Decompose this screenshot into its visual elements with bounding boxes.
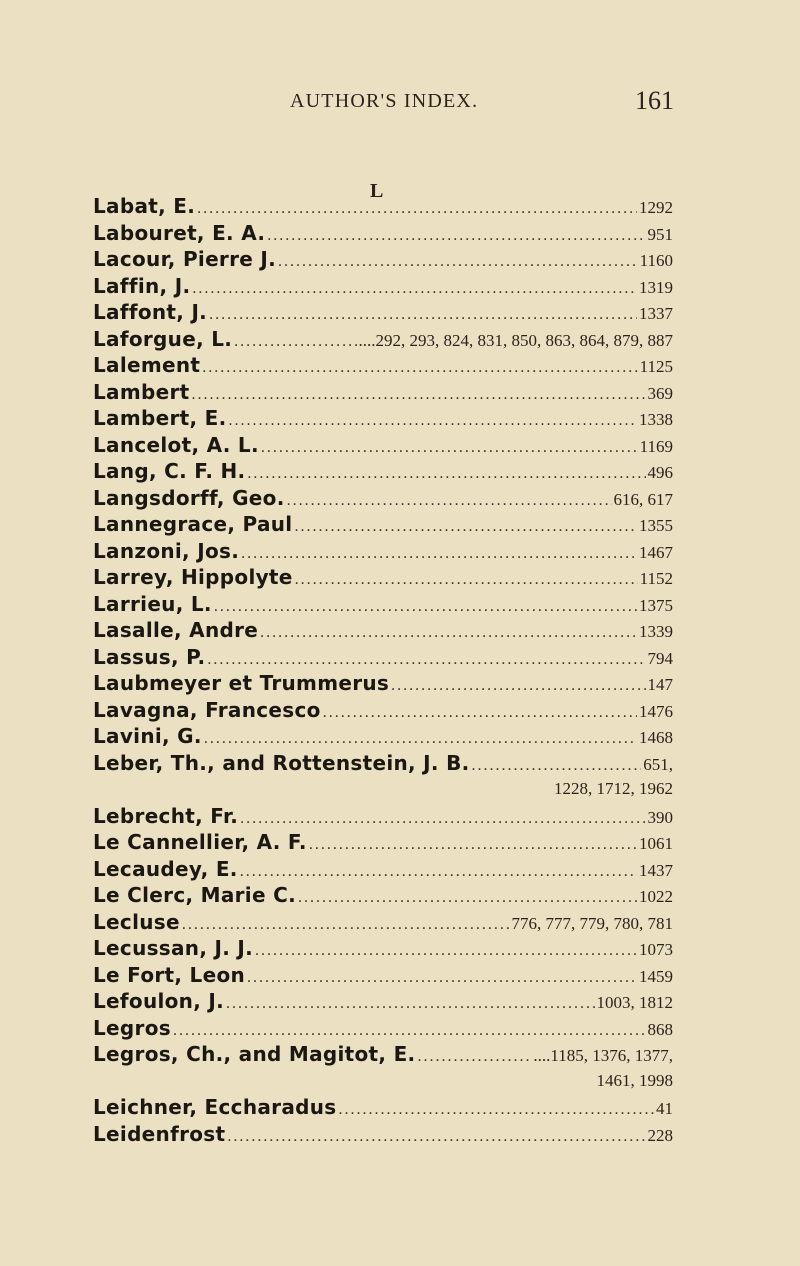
dot-leader xyxy=(287,488,612,512)
index-line xyxy=(93,220,673,247)
index-entry xyxy=(93,697,673,724)
index-entry xyxy=(93,962,673,989)
index-entry xyxy=(93,405,673,432)
dot-leader xyxy=(240,859,637,883)
page-references: 776, 777, 779, 780, 781 xyxy=(511,913,673,933)
index-line xyxy=(93,882,673,909)
author-name: Lecaudey, E. xyxy=(93,856,238,881)
dot-leader xyxy=(260,620,637,644)
page-references: 1476 xyxy=(639,701,673,721)
index-line xyxy=(93,299,673,326)
author-name: Larrieu, L. xyxy=(93,591,212,616)
dot-leader xyxy=(240,806,645,830)
author-name: Lang, C. F. H. xyxy=(93,459,246,483)
dot-leader xyxy=(192,382,646,406)
index-line xyxy=(93,246,673,273)
page-references: 1339 xyxy=(639,622,673,641)
index-entry xyxy=(93,193,673,220)
index-entry xyxy=(93,909,673,936)
index-entry xyxy=(93,856,673,883)
index-entry xyxy=(93,723,673,750)
author-name: Laforgue, L. xyxy=(93,326,233,351)
page-references: 1459 xyxy=(639,966,673,986)
index-line xyxy=(93,564,673,591)
author-name: Lalement xyxy=(93,353,201,377)
author-name: Lassus, P. xyxy=(93,644,206,669)
page-references: 1375 xyxy=(639,595,673,615)
index-entry xyxy=(93,829,673,856)
page-references: 1338 xyxy=(639,410,673,429)
author-name: Legros, Ch., and Magitot, E. xyxy=(93,1042,416,1066)
index-entry xyxy=(93,670,673,697)
index-entry xyxy=(93,750,673,803)
dot-leader xyxy=(241,541,637,565)
author-name: Leidenfrost xyxy=(93,1121,226,1146)
page-references: ....292, 293, 824, 831, 850, 863, 864, 879, 887 xyxy=(358,330,673,350)
page-references: 1125 xyxy=(639,357,673,376)
dot-leader xyxy=(202,355,637,379)
author-name: Lebrecht, Fr. xyxy=(93,803,239,828)
author-name: Lancelot, A. L. xyxy=(93,432,259,457)
page-references: 41 xyxy=(656,1099,673,1118)
index-line xyxy=(93,405,673,432)
dot-leader xyxy=(472,753,642,777)
dot-leader xyxy=(338,1097,654,1121)
page-references: 1003, 1812 xyxy=(596,993,673,1012)
author-name: Lavagna, Francesco xyxy=(93,697,321,722)
index-entry xyxy=(93,458,673,485)
author-name: Langsdorff, Geo. xyxy=(93,485,285,510)
index-line xyxy=(93,352,673,379)
index-line xyxy=(93,1015,673,1042)
index-line xyxy=(93,379,673,406)
index-line xyxy=(93,432,673,459)
index-line xyxy=(93,1121,673,1148)
index-line xyxy=(93,511,673,538)
index-entry xyxy=(93,379,673,406)
index-line xyxy=(93,962,673,989)
section-letter: L xyxy=(370,180,384,202)
dot-leader xyxy=(209,302,637,326)
author-name: Legros xyxy=(93,1015,171,1040)
author-name: Le Cannellier, A. F. xyxy=(93,830,307,854)
page-references: 147 xyxy=(647,675,673,694)
page-references: 390 xyxy=(647,807,673,827)
index-line xyxy=(93,935,673,962)
index-entry xyxy=(93,564,673,591)
dot-leader xyxy=(294,514,637,538)
author-name: Lasalle, Andre xyxy=(93,618,259,642)
author-name: Lecussan, J. J. xyxy=(93,936,254,960)
page-references: 1467 xyxy=(639,542,673,562)
index-entry xyxy=(93,326,673,353)
dot-leader xyxy=(229,408,637,432)
index-entry xyxy=(93,1015,673,1042)
page-references: 1355 xyxy=(639,516,673,535)
index-line xyxy=(93,617,673,644)
author-name: Le Fort, Leon xyxy=(93,962,246,987)
dot-leader xyxy=(247,965,637,989)
page-references: 369 xyxy=(647,383,673,403)
index-line xyxy=(93,591,673,618)
index-entry xyxy=(93,617,673,644)
author-name: Larrey, Hippolyte xyxy=(93,565,293,589)
index-line xyxy=(93,644,673,671)
page-references: 1468 xyxy=(639,728,673,747)
dot-leader xyxy=(267,223,645,247)
dot-leader xyxy=(323,700,637,724)
index-entry xyxy=(93,803,673,830)
page-references: 1152 xyxy=(639,569,673,588)
index-entry xyxy=(93,246,673,273)
page-references: 868 xyxy=(647,1019,673,1039)
index-line xyxy=(93,803,673,830)
author-name: Lavini, G. xyxy=(93,724,202,748)
page-references: ....1185, 1376, 1377, xyxy=(533,1046,673,1065)
dot-leader xyxy=(204,726,637,750)
running-title: AUTHOR'S INDEX. xyxy=(290,90,479,112)
index-entry xyxy=(93,1121,673,1148)
index-line xyxy=(93,988,673,1015)
index-line xyxy=(93,1094,673,1121)
index-line xyxy=(93,326,673,353)
page-references-continued: 1461, 1998 xyxy=(596,1070,673,1090)
dot-leader xyxy=(278,249,638,273)
index-line xyxy=(93,1041,673,1068)
dot-leader xyxy=(226,991,594,1015)
index-line xyxy=(93,697,673,724)
index-line xyxy=(93,829,673,856)
dot-leader xyxy=(295,567,638,591)
page-references: 1022 xyxy=(639,887,673,906)
author-name: Lanzoni, Jos. xyxy=(93,538,240,563)
page-references: 1073 xyxy=(639,940,673,959)
index-line xyxy=(93,193,673,220)
index-entry xyxy=(93,935,673,962)
dot-leader xyxy=(192,276,637,300)
page-references: 1061 xyxy=(639,834,673,853)
dot-leader xyxy=(417,1044,531,1068)
index-line xyxy=(93,856,673,883)
index-entry xyxy=(93,988,673,1015)
page-references: 228 xyxy=(647,1125,673,1145)
page-references: 651, xyxy=(643,754,673,774)
author-name: Labat, E. xyxy=(93,194,196,218)
dot-leader xyxy=(214,594,637,618)
index-entry xyxy=(93,352,673,379)
index-entry xyxy=(93,882,673,909)
index-entry xyxy=(93,1041,673,1094)
continuation-line xyxy=(93,1068,673,1095)
index-line xyxy=(93,750,673,777)
page-number: 161 xyxy=(635,86,674,115)
page-references: 616, 617 xyxy=(613,489,673,509)
dot-leader xyxy=(247,461,645,485)
index-entries xyxy=(93,193,673,1147)
author-name: Leber, Th., and Rottenstein, J. B. xyxy=(93,750,470,775)
author-name: Lefoulon, J. xyxy=(93,989,225,1013)
index-entry xyxy=(93,591,673,618)
page-references: 794 xyxy=(647,648,673,668)
author-name: Laffin, J. xyxy=(93,273,191,298)
index-entry xyxy=(93,644,673,671)
index-line xyxy=(93,909,673,936)
continuation-line xyxy=(93,776,673,803)
dot-leader xyxy=(197,196,637,220)
author-name: Lambert xyxy=(93,379,190,404)
dot-leader xyxy=(391,673,645,697)
index-entry xyxy=(93,1094,673,1121)
index-line xyxy=(93,273,673,300)
author-name: Lambert, E. xyxy=(93,406,227,430)
page-references: 1337 xyxy=(639,304,673,323)
author-name: Leichner, Eccharadus xyxy=(93,1095,337,1119)
index-entry xyxy=(93,220,673,247)
author-name: Lacour, Pierre J. xyxy=(93,247,277,271)
author-name: Labouret, E. A. xyxy=(93,220,266,245)
index-entry xyxy=(93,485,673,512)
dot-leader xyxy=(207,647,645,671)
page-references: 1437 xyxy=(639,860,673,880)
dot-leader xyxy=(298,885,637,909)
index-line xyxy=(93,670,673,697)
author-name: Laubmeyer et Trummerus xyxy=(93,671,390,695)
author-name: Le Clerc, Marie C. xyxy=(93,883,296,907)
index-entry xyxy=(93,511,673,538)
author-name: Lecluse xyxy=(93,909,180,934)
page-references-continued: 1228, 1712, 1962 xyxy=(554,779,673,798)
page-references: 1319 xyxy=(639,277,673,297)
index-line xyxy=(93,485,673,512)
dot-leader xyxy=(255,938,637,962)
dot-leader xyxy=(173,1018,646,1042)
index-entry xyxy=(93,273,673,300)
page-references: 1169 xyxy=(639,436,673,456)
index-entry xyxy=(93,538,673,565)
author-name: Lannegrace, Paul xyxy=(93,512,293,536)
dot-leader xyxy=(234,329,356,353)
dot-leader xyxy=(261,435,638,459)
index-entry xyxy=(93,299,673,326)
dot-leader xyxy=(227,1124,645,1148)
dot-leader xyxy=(182,912,510,936)
author-name: Laffont, J. xyxy=(93,300,208,324)
page-references: 1160 xyxy=(639,251,673,270)
page-references: 1292 xyxy=(639,198,673,217)
index-line xyxy=(93,538,673,565)
page-references: 496 xyxy=(647,463,673,482)
page-references: 951 xyxy=(647,224,673,244)
dot-leader xyxy=(309,832,637,856)
index-line xyxy=(93,723,673,750)
index-line xyxy=(93,458,673,485)
index-entry xyxy=(93,432,673,459)
